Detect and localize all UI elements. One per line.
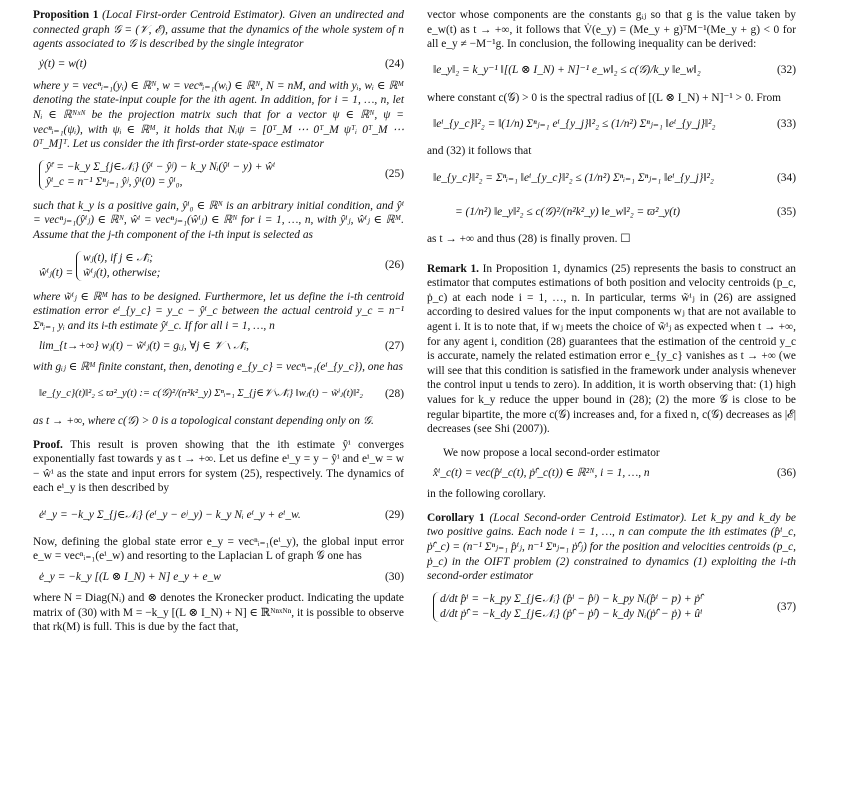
paragraph: Now, defining the global state error e_y = vecⁿᵢ₌₁(eⁱ_y), the global input error e_w = vecⁿᵢ₌₁(eⁱ_w) and resorting to the Laplacian L of graph 𝒢 one has: [33, 535, 404, 563]
equation-number: (35): [777, 205, 796, 218]
corollary-1: [427, 511, 796, 584]
equation-28: [33, 380, 404, 408]
proposition-text: Given an undirected and connected graph 𝒢 = (𝒱, ℰ), assume that the dynamics of the whole system of n agents associated to 𝒢 is described by the single integrator: [33, 9, 404, 51]
equation-32: [427, 57, 796, 85]
equation-line: d/dt p̂ⁱ = −k_py Σ_{j∈𝒩ᵢ} (p̂ⁱ − p̂ʲ) − k_py Nᵢ(p̂ⁱ − p) + ṗ̂ⁱ: [440, 592, 703, 605]
equation-body: ė_y = −k_y [(L ⊗ I_N) + N] e_y + e_w: [39, 570, 221, 583]
remark-heading: Remark 1.: [427, 262, 479, 275]
corollary-heading: Corollary 1: [427, 511, 485, 524]
equation-number: (29): [385, 508, 404, 521]
equation-37: [427, 589, 796, 625]
equation-number: (24): [385, 58, 404, 71]
equation-25: [33, 157, 404, 193]
equation-number: (36): [777, 466, 796, 479]
equation-35: [427, 198, 796, 226]
equation-lhs: ŵⁱⱼ(t) =: [39, 266, 74, 279]
equation-body: lim_{t→+∞} wⱼ(t) − w̃ⁱⱼ(t) = gᵢⱼ, ∀j ∈ 𝒱 ∖ 𝒩̄ᵢ,: [39, 340, 250, 353]
paragraph: We now propose a local second-order estimator: [443, 446, 660, 459]
paragraph: as t → +∞ and thus (28) is finally proven. ☐: [427, 232, 631, 245]
equation-body: x̂ⁱ_c(t) = vec(p̂ⁱ_c(t), ṗ̂ⁱ_c(t)) ∈ ℝ²ᴺ, i = 1, …, n: [433, 466, 650, 479]
equation-line: ŷⁱ_c = n⁻¹ Σⁿⱼ₌₁ ŷʲ, ŷⁱ(0) = ŷⁱ₀,: [46, 175, 183, 188]
equation-26: [33, 248, 404, 284]
paragraph: vector whose components are the constants gᵢⱼ so that g is the value taken by e_w(t) as t → +∞, it follows that V̇(e_y) = (Me_y + g)ᵀM⁻¹(Me_y + g) < 0 for all e_y ≠ −M⁻¹g. In conclusion, the following inequality can be derived:: [427, 9, 796, 51]
equation-number: (27): [385, 340, 404, 353]
paragraph: where N = Diag(Nᵢ) and ⊗ denotes the Kronecker product. Indicating the update matrix of (30) with M = −k_y [(L ⊗ I_N) + N] ∈ ℝᴺⁿˣᴺⁿ, it is possible to observe that rk(M) is full. This is due by the fact that,: [33, 592, 404, 634]
equation-27: [33, 338, 404, 354]
equation-body: ‖e_y‖₂ = k_y⁻¹ ‖[(L ⊗ I_N) + N]⁻¹ e_w‖₂ ≤ c(𝒢)/k_y ‖e_w‖₂: [433, 64, 701, 77]
equation-number: (37): [777, 600, 796, 613]
equation-body: ‖e_{y_c}(t)‖²₂ ≤ ϖ²_y(t) := c(𝒢)²/(n²k²_y) Σⁿᵢ₌₁ Σ_{j∈𝒱∖𝒩̄ᵢ} ‖wⱼ(t) − w̃ⁱⱼ(t)‖²₂: [39, 387, 363, 399]
proposition-title: (Local First-order Centroid Estimator).: [102, 9, 286, 21]
proof: [33, 438, 404, 496]
paragraph: such that k_y is a positive gain, ŷⁱ₀ ∈ ℝᴺ is an arbitrary initial condition, and ŷⁱ = vecⁿⱼ₌₁(ŷⁱⱼ) ∈ ℝᴺ, ŵⁱ = vecⁿⱼ₌₁(ŵⁱⱼ) ∈ ℝᴺ for i = 1, …, n, with ŷⁱⱼ, ŵⁱⱼ ∈ ℝᴹ. Assume that the j-th component of the i-th input is selected as: [33, 199, 404, 241]
equation-line: w̃ⁱⱼ(t), otherwise;: [83, 266, 161, 279]
equation-36: [427, 465, 796, 481]
equation-line: d/dt ṗ̂ⁱ = −k_dy Σ_{j∈𝒩ᵢ} (ṗ̂ⁱ − ṗ̂ʲ) − k_dy Nᵢ(ṗ̂ⁱ − ṗ) + ûⁱ: [440, 607, 703, 620]
corollary-title: (Local Second-order Centroid Estimator).: [489, 511, 687, 524]
proof-heading: Proof.: [33, 438, 63, 451]
equation-line: ŷ̇ⁱ = −k_y Σ_{j∈𝒩ᵢ} (ŷⁱ − ŷʲ) − k_y Nᵢ(ŷⁱ − y) + ŵⁱ: [46, 160, 276, 173]
equation-number: (34): [777, 171, 796, 184]
equation-34: [427, 164, 796, 192]
equation-body: ėⁱ_y = −k_y Σ_{j∈𝒩ᵢ} (eⁱ_y − eʲ_y) − k_y Nᵢ eⁱ_y + eⁱ_w.: [39, 508, 301, 521]
proof-text: This result is proven showing that the ith estimate ŷⁱ converges exponentially fast towards y as t → +∞. Let us define eⁱ_y = y − ŷⁱ and eⁱ_w = w − ŵⁱ as the state and input errors for system (25), respectively. The dynamics of each eⁱ_y is then described by: [33, 438, 404, 495]
paragraph: where y = vecⁿᵢ₌₁(yᵢ) ∈ ℝᴺ, w = vecⁿᵢ₌₁(wᵢ) ∈ ℝᴺ, N = nM, and with yᵢ, wᵢ ∈ ℝᴹ denoting the state-input couple for the ith agent. In addition, for i = 1, …, n, let Nᵢ ∈ ℝᴺˣᴺ be the projection matrix such that for a vector ψ ∈ ℝᴺ, ψ = vecⁿᵢ₌₁(ψᵢ), with ψᵢ ∈ ℝᴹ, it holds that Nᵢψ = [0ᵀ_M ⋯ 0ᵀ_M ψᵀᵢ 0ᵀ_M ⋯ 0ᵀ_M]ᵀ. Let us consider the ith first-order state-space estimator: [33, 79, 404, 151]
remark-1: [427, 262, 796, 437]
paragraph: as t → +∞, where c(𝒢) > 0 is a topological constant depending only on 𝒢.: [33, 414, 374, 427]
equation-number: (33): [777, 118, 796, 131]
equation-body: = (1/n²) ‖e_y‖²₂ ≤ c(𝒢)²/(n²k²_y) ‖e_w‖²₂ = ϖ²_y(t): [455, 205, 681, 218]
remark-text: In Proposition 1, dynamics (25) represents the basis to construct an estimator that computes estimations of both position and velocity centroids (p_c, ṗ_c) at each node i = 1, …, n. In particular, terms w̃ⁱⱼ in (26) are assigned according to desired values for the input components wⱼ that are not available to agent i. It is to note that, if wⱼ meets the choice of w̃ⁱⱼ as expected when t → +∞, for any agent i, condition (28) guarantees that the estimation of the centroid y_c is accurate, namely the related estimation error e_{y_c} vanishes as t → +∞ (we will see that this condition is satisfied in the framework under analysis whenever the control input u tends to zero). In addition, it is worth observing that: (1) high values for k_y reduce the upper bound in (28); (2) the more 𝒢 is close to be regular bipartite, the more c(𝒢) increases and, for a fixed n, c(𝒢) decreases as |ℰ| decreases (see Shi (2007)).: [427, 262, 796, 436]
equation-number: (28): [385, 387, 404, 400]
equation-30: [33, 569, 404, 585]
paragraph: and (32) it follows that: [427, 145, 532, 158]
equation-body: ẏ(t) = w(t): [39, 58, 87, 71]
paragraph: in the following corollary.: [427, 488, 546, 501]
equation-line: wⱼ(t), if j ∈ 𝒩̄ᵢ;: [83, 251, 154, 264]
paragraph: where constant c(𝒢) > 0 is the spectral radius of [(L ⊗ I_N) + N]⁻¹ > 0. From: [427, 91, 782, 104]
equation-body: ‖eⁱ_{y_c}‖²₂ = ‖(1/n) Σⁿⱼ₌₁ eⁱ_{y_j}‖²₂ ≤ (1/n²) Σⁿⱼ₌₁ ‖eⁱ_{y_j}‖²₂: [433, 118, 716, 131]
corollary-text: Let k_py and k_dy be two positive gains. Each node i = 1, …, n can compute the ith estimates (p̂ⁱ_c, ṗ̂ⁱ_c) = (n⁻¹ Σⁿⱼ₌₁ p̂ⁱⱼ, n⁻¹ Σⁿⱼ₌₁ ṗ̂ⁱⱼ) for the position and velocities centroids (p_c, ṗ_c) in the OIFT problem (2) constrained to dynamics (1) exploiting the i-th second-order estimator: [427, 511, 796, 583]
equation-number: (26): [385, 259, 404, 272]
equation-body: ‖e_{y_c}‖²₂ = Σⁿᵢ₌₁ ‖eⁱ_{y_c}‖²₂ ≤ (1/n²) Σⁿᵢ₌₁ Σⁿⱼ₌₁ ‖eⁱ_{y_j}‖²₂: [433, 171, 714, 184]
proposition-1: [33, 8, 404, 52]
right-column: [427, 8, 796, 631]
paragraph: where w̃ⁱⱼ ∈ ℝᴹ has to be designed. Furthermore, let us define the i-th centroid estimation error eⁱ_{y_c} = y_c − ŷⁱ_c between the actual centroid y_c = n⁻¹ Σⁿᵢ₌₁ yᵢ and its i-th estimate ŷⁱ_c. If for all i = 1, …, n: [33, 290, 404, 332]
equation-number: (25): [385, 168, 404, 181]
equation-29: [33, 501, 404, 529]
left-column: [33, 8, 404, 638]
equation-number: (32): [777, 64, 796, 77]
equation-33: [427, 110, 796, 138]
equation-number: (30): [385, 570, 404, 583]
paragraph: with gᵢⱼ ∈ ℝᴹ finite constant, then, denoting e_{y_c} = vecⁿᵢ₌₁(eⁱ_{y_c}), one has: [33, 361, 403, 374]
equation-24: [33, 57, 404, 73]
proposition-heading: Proposition 1: [33, 9, 99, 21]
